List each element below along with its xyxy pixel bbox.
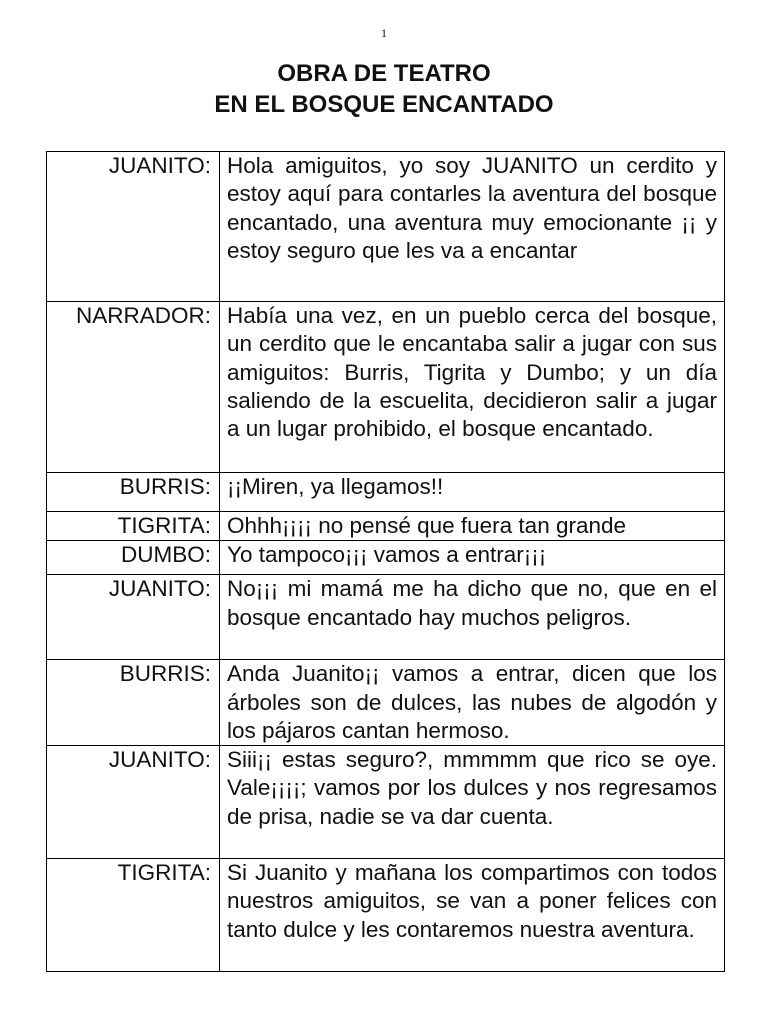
dialogue-text: Yo tampoco¡¡¡ vamos a entrar¡¡¡: [220, 541, 725, 575]
speaker-name: BURRIS:: [47, 473, 220, 512]
title-line-2: EN EL BOSQUE ENCANTADO: [214, 91, 554, 118]
dialogue-text: Había una vez, en un pueblo cerca del bosque, un cerdito que le encantaba salir a jugar con sus amiguitos: Burris, Tigrita y Dumbo; y un día saliendo de la escuelita, decidieron salir a jugar a un lugar prohibido, el bosque encantado.: [220, 302, 725, 473]
speaker-name: TIGRITA:: [47, 859, 220, 972]
dialogue-row: [47, 473, 725, 512]
dialogue-row: [47, 512, 725, 541]
dialogue-text: ¡¡Miren, ya llegamos!!: [220, 473, 725, 512]
speaker-name: JUANITO:: [47, 575, 220, 660]
dialogue-row: [47, 660, 725, 746]
speaker-name: NARRADOR:: [47, 302, 220, 473]
dialogue-text: Hola amiguitos, yo soy JUANITO un cerdito y estoy aquí para contarles la aventura del bosque encantado, una aventura muy emocionante ¡¡ y estoy seguro que les va a encantar: [220, 152, 725, 302]
dialogue-row: [47, 152, 725, 302]
dialogue-text: Siii¡¡ estas seguro?, mmmmm que rico se oye. Vale¡¡¡¡; vamos por los dulces y nos regresamos de prisa, nadie se va dar cuenta.: [220, 746, 725, 859]
dialogue-table: [46, 151, 725, 972]
dialogue-text: Si Juanito y mañana los compartimos con todos nuestros amiguitos, se van a poner felices con tanto dulce y les contaremos nuestra aventura.: [220, 859, 725, 972]
dialogue-text: No¡¡¡ mi mamá me ha dicho que no, que en el bosque encantado hay muchos peligros.: [220, 575, 725, 660]
dialogue-row: [47, 302, 725, 473]
speaker-name: BURRIS:: [47, 660, 220, 746]
speaker-name: JUANITO:: [47, 152, 220, 302]
speaker-name: DUMBO:: [47, 541, 220, 575]
dialogue-row: [47, 746, 725, 859]
speaker-name: JUANITO:: [47, 746, 220, 859]
dialogue-row: [47, 541, 725, 575]
dialogue-row: [47, 859, 725, 972]
play-title: [0, 58, 768, 120]
dialogue-text: Anda Juanito¡¡ vamos a entrar, dicen que los árboles son de dulces, las nubes de algodón y los pájaros cantan hermoso.: [220, 660, 725, 746]
title-line-1: OBRA DE TEATRO: [277, 60, 491, 87]
speaker-name: TIGRITA:: [47, 512, 220, 541]
dialogue-text: Ohhh¡¡¡¡ no pensé que fuera tan grande: [220, 512, 725, 541]
page-number: 1: [381, 26, 387, 40]
dialogue-row: [47, 575, 725, 660]
